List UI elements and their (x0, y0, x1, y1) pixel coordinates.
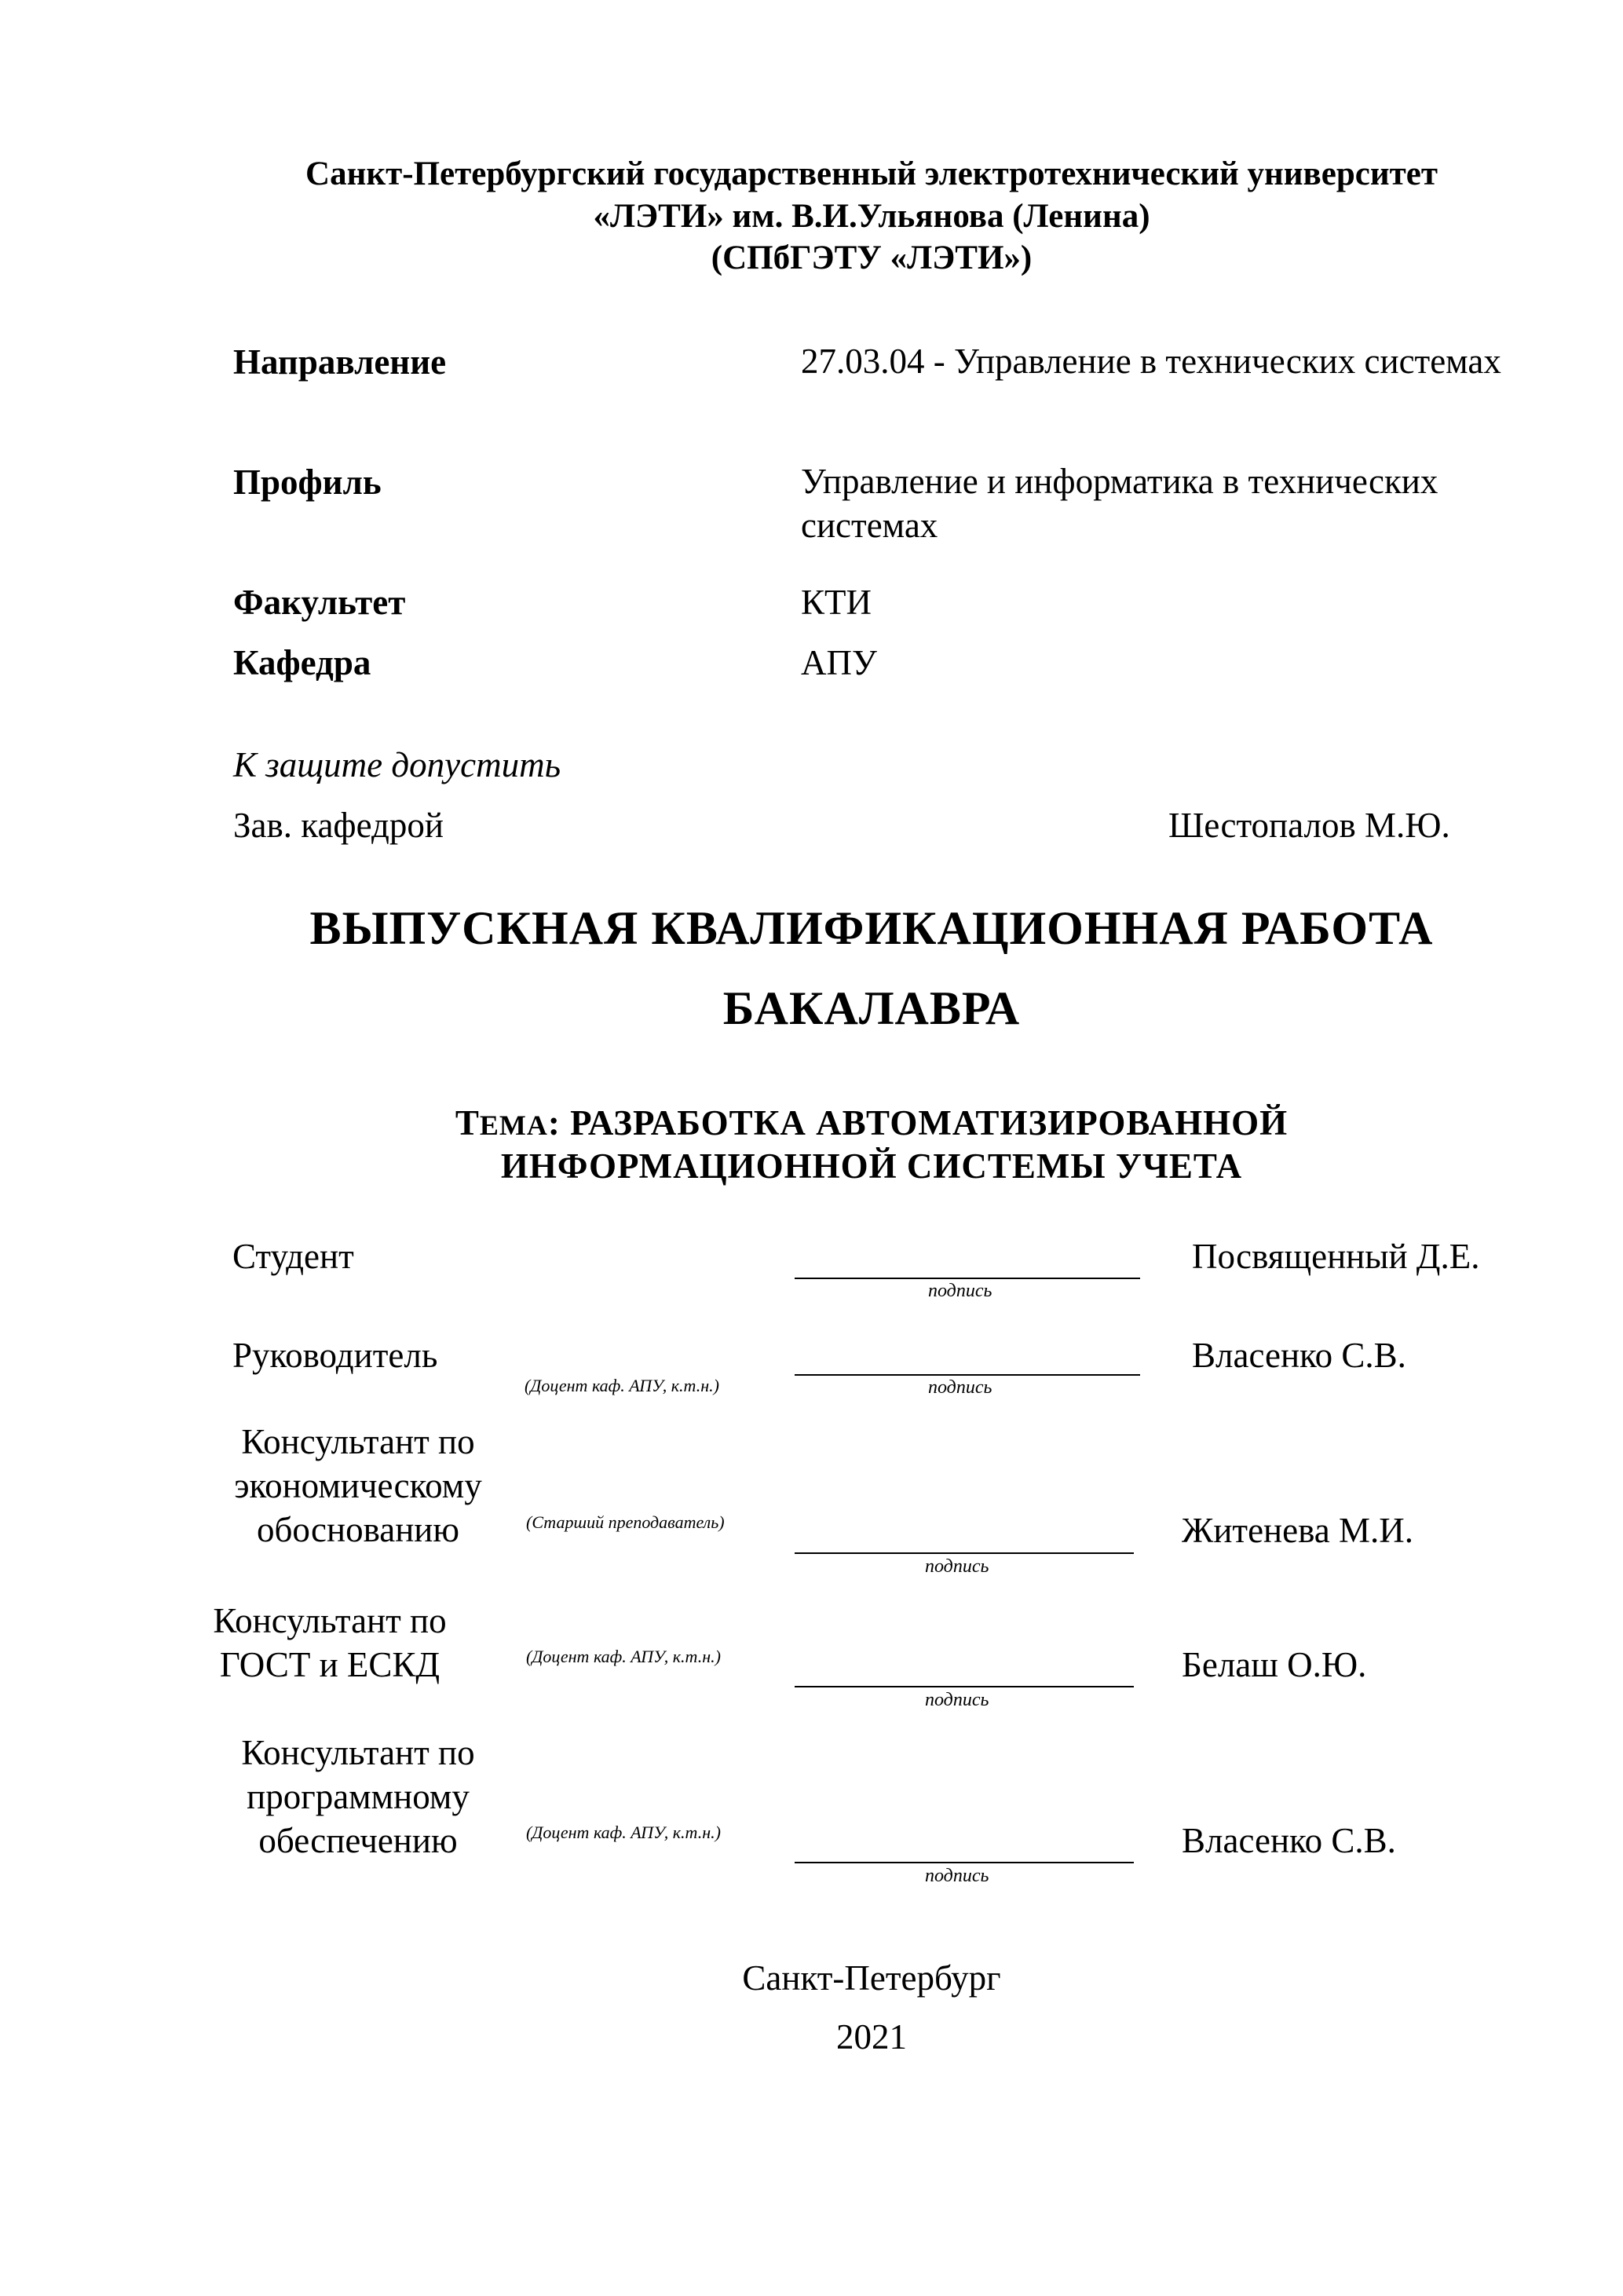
standards-consultant-name: Белаш О.Ю. (1182, 1645, 1367, 1684)
department-value: АПУ (801, 643, 877, 682)
head-of-department-label: Зав. кафедрой (233, 806, 444, 845)
economic-consultant-signature-line (795, 1552, 1134, 1554)
supervisor-role: Руководитель (232, 1336, 438, 1375)
direction-label: Направление (233, 342, 447, 382)
university-name: Санкт-Петербургский государственный электротехнический университет (305, 155, 1438, 192)
head-of-department-name: Шестопалов М.Ю. (1168, 806, 1450, 845)
economic-consultant-position: (Старший преподаватель) (526, 1512, 725, 1532)
theme-prefix: ТЕМА: (455, 1103, 561, 1143)
profile-label: Профиль (233, 462, 382, 502)
supervisor-name: Власенко С.В. (1192, 1336, 1406, 1375)
faculty-label: Факультет (233, 583, 406, 622)
standards-consultant-role: Консультант по ГОСТ и ЕСКД (213, 1601, 447, 1684)
student-name: Посвященный Д.Е. (1192, 1237, 1480, 1276)
student-signature-line (795, 1278, 1140, 1279)
software-consultant-name: Власенко С.В. (1182, 1821, 1396, 1860)
software-consultant-signature-line (795, 1862, 1134, 1863)
student-role: Студент (232, 1237, 354, 1276)
standards-consultant-signature-line (795, 1686, 1134, 1687)
software-consultant-role: Консультант по программному обеспечению (241, 1733, 475, 1860)
theme-line1 (0, 1102, 1623, 1147)
document-title-line2: БАКАЛАВРА (722, 982, 1021, 1034)
student-signature-caption: подпись (928, 1281, 992, 1301)
software-consultant-signature-caption: подпись (925, 1866, 989, 1886)
economic-consultant-signature-caption: подпись (925, 1556, 989, 1577)
theme-line2: ИНФОРМАЦИОННОЙ СИСТЕМЫ УЧЕТА (500, 1146, 1243, 1186)
supervisor-signature-line (795, 1374, 1140, 1376)
university-abbreviation: (СПбГЭТУ «ЛЭТИ») (711, 239, 1033, 276)
supervisor-signature-caption: подпись (928, 1377, 992, 1398)
supervisor-position: (Доцент каф. АПУ, к.т.н.) (525, 1376, 719, 1395)
faculty-value: КТИ (801, 583, 872, 622)
standards-consultant-signature-caption: подпись (925, 1690, 989, 1710)
direction-value: 27.03.04 - Управление в технических системах (801, 342, 1501, 381)
standards-consultant-position: (Доцент каф. АПУ, к.т.н.) (526, 1647, 721, 1666)
profile-value: Управление и информатика в технических системах (801, 462, 1438, 545)
university-short-name: «ЛЭТИ» им. В.И.Ульянова (Ленина) (593, 198, 1150, 235)
department-label: Кафедра (233, 643, 371, 682)
year: 2021 (836, 2017, 907, 2057)
theme-text-line1: РАЗРАБОТКА АВТОМАТИЗИРОВАННОЙ (570, 1103, 1289, 1143)
city: Санкт-Петербург (742, 1958, 1001, 1998)
admission-note: К защите допустить (233, 745, 561, 784)
document-title-line1: ВЫПУСКНАЯ КВАЛИФИКАЦИОННАЯ РАБОТА (309, 902, 1434, 954)
economic-consultant-name: Житенева М.И. (1182, 1511, 1413, 1550)
economic-consultant-role: Консультант по экономическому обоснованию (234, 1422, 482, 1549)
software-consultant-position: (Доцент каф. АПУ, к.т.н.) (526, 1823, 721, 1842)
